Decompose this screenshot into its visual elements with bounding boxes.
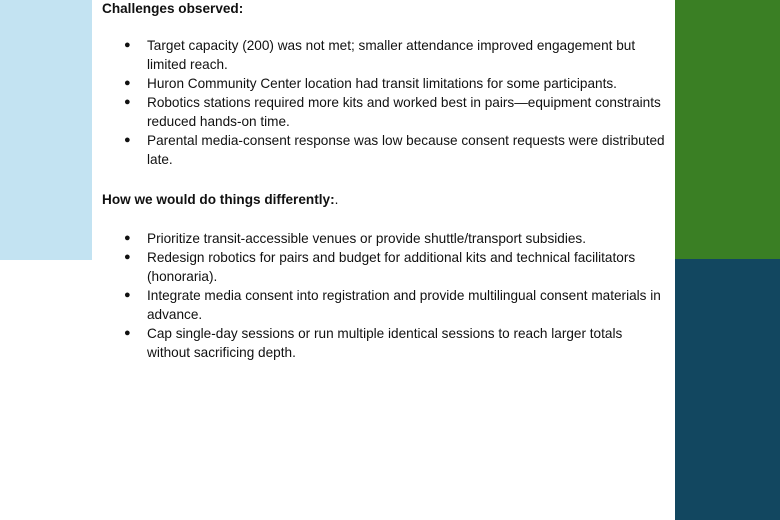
list-item bbox=[102, 74, 667, 93]
list-item-text: Robotics stations required more kits and worked best in pairs—equipment constraints reduced hands-on time. bbox=[147, 95, 661, 129]
differently-heading-line bbox=[102, 190, 667, 209]
differently-heading-suffix: . bbox=[334, 192, 339, 207]
challenges-heading: Challenges observed: bbox=[102, 1, 244, 16]
list-item bbox=[102, 93, 667, 131]
list-item bbox=[102, 248, 667, 286]
list-item bbox=[102, 229, 667, 248]
list-item bbox=[102, 36, 667, 74]
bullet-icon: ● bbox=[124, 96, 131, 108]
list-item bbox=[102, 131, 667, 169]
challenges-list bbox=[102, 36, 667, 169]
decorative-green-panel bbox=[675, 0, 780, 259]
document-body bbox=[102, 0, 667, 362]
decorative-navy-panel bbox=[675, 259, 780, 520]
list-item-text: Integrate media consent into registration and provide multilingual consent materials in advance. bbox=[147, 288, 661, 322]
differently-list bbox=[102, 229, 667, 362]
bullet-icon: ● bbox=[124, 327, 131, 339]
decorative-light-blue-panel bbox=[0, 0, 92, 260]
bullet-icon: ● bbox=[124, 134, 131, 146]
bullet-icon: ● bbox=[124, 77, 131, 89]
bullet-icon: ● bbox=[124, 39, 131, 51]
list-item-text: Parental media-consent response was low because consent requests were distributed late. bbox=[147, 133, 665, 167]
list-item-text: Huron Community Center location had transit limitations for some participants. bbox=[147, 76, 617, 91]
list-item bbox=[102, 324, 667, 362]
bullet-icon: ● bbox=[124, 251, 131, 263]
list-item-text: Target capacity (200) was not met; smaller attendance improved engagement but limited reach. bbox=[147, 38, 636, 72]
list-item-text: Prioritize transit-accessible venues or provide shuttle/transport subsidies. bbox=[147, 231, 586, 246]
list-item-text: Cap single-day sessions or run multiple identical sessions to reach larger totals without sacrificing depth. bbox=[147, 326, 623, 360]
list-item bbox=[102, 286, 667, 324]
list-item-text: Redesign robotics for pairs and budget for additional kits and technical facilitators (honoraria). bbox=[147, 250, 636, 284]
bullet-icon: ● bbox=[124, 289, 131, 301]
differently-heading: How we would do things differently: bbox=[102, 192, 335, 207]
bullet-icon: ● bbox=[124, 232, 131, 244]
